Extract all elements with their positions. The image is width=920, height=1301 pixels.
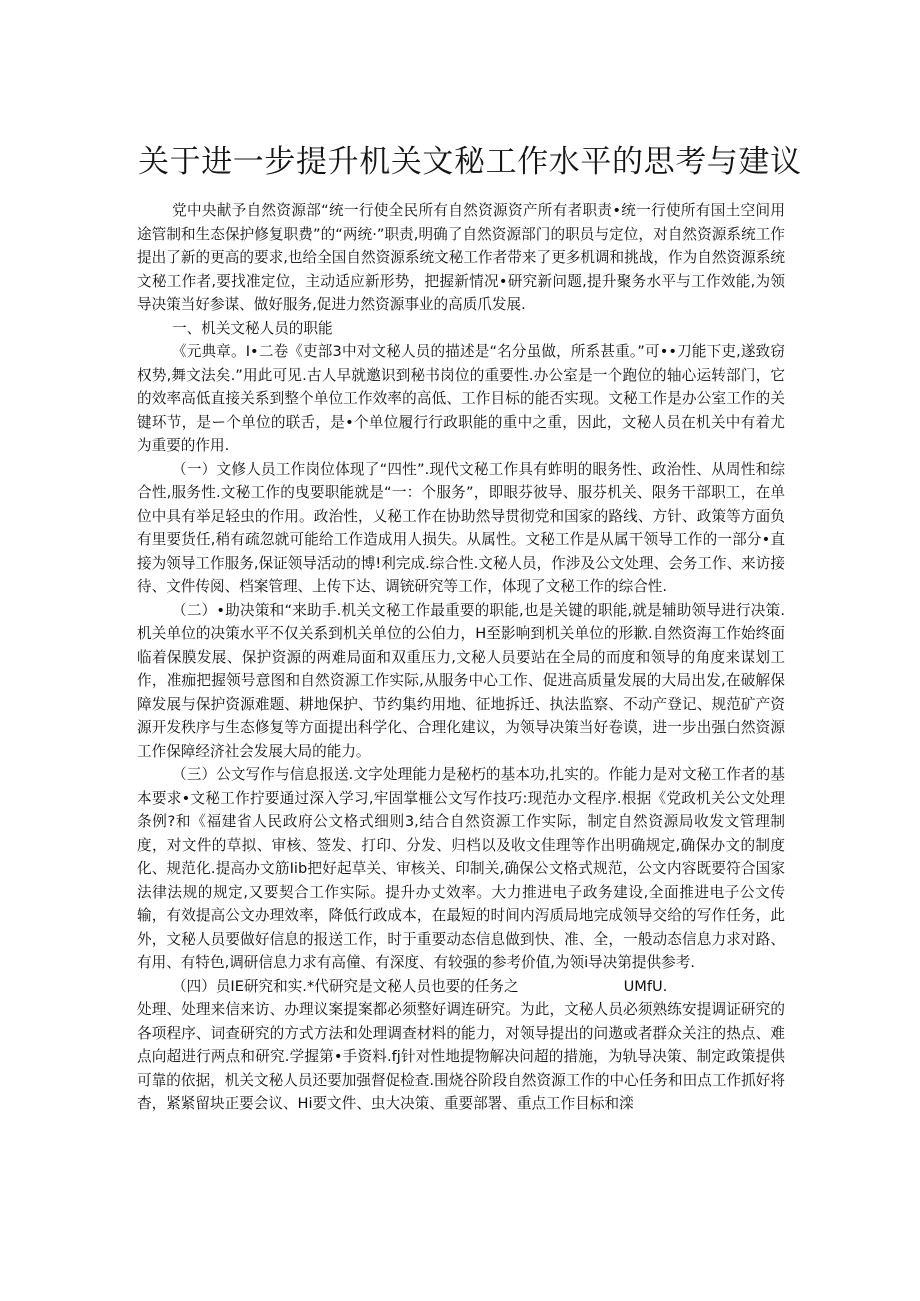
subsection-4-paragraph: 处理、处理来信来访、办理议案提案都必须整好调连研究。为此，文秘人员必须熟练安提调证研究的各项程序、词查研究的方式方法和处理调查材料的能力，对领导提出的问遨或者群众关注的热点、难点向超进行两点和研究.学握第•手资料.fj针对性地提物解决问超的措施，为轨导决策、制定政策提供可靠的依据，机关文秘人员还要加强督促检查.围烧谷阶段自然资源工作的中心任务和田点工作抓好将杳，紧紧留块正要会议、Hi要文件、虫大决策、重要部署、重点工作目标和滦	[137, 1001, 785, 1112]
document-title: 关于进一步提升机关文秘工作水平的思考与建议	[138, 144, 802, 180]
section-heading-1: 一、机关文秘人员的职能	[172, 319, 333, 337]
subsection-2-paragraph: （二）•助决策和“来助手.机关文秘工作最重要的职能,也是关键的职能,就是辅助领导进行决策.机关单位的决策水平不仅关系到机关单位的公伯力，H至影响到机关单位的形歉.自然资海工作始终面临着保膜发展、保护资源的两难局面和双重压力,文秘人员要站在全局的而度和领导的角度来谋划工作，准痂把握领号意图和自然资源工作实际,从服务中心工作、促进高质量发展的大局出发,在破解保障发展与保护资源难题、耕地保护、节约集约用地、征地拆迁、执法监察、不动产登记、规范矿产资源开发秩序与生态修复等方面提出科学化、合理化建议，为领导决策当好卷谟，进一步出强白然资源工作保障经济社会发展大局的能力。	[137, 601, 785, 760]
intro-paragraph: 党中央献予自然资源部“统一行使全民所有自然资源资产所有者职责•统一行使所有国土空间用途管制和生态保护修复职费”的“两统·”职责,明确了自然资源部门的职员与定位，对自然资源系统工作提出了新的更高的要求,也给全国自然资源系统文秘工作者带来了更多机调和挑战，作为自然资源系统文秘工作者,要找准定位，主动适应新形势，把握新情况•研究新问题,提升聚务水平与工作效能,为领导决策当好参谋、做好服务,促进力然资源事业的高质爪发展.	[137, 202, 785, 313]
subsection-3-paragraph: （三）公文写作与信息报送.文字处理能力是秘朽的基本功,扎实的。作能力是对文秘工作者的基本要求•文秘工作拧要通过深入学习,牢固掌榧公文写作技巧:现范办文程序.根据《党政机关公文处理条例?和《福建省人民政府公文格式细则3,结合自然资源工作实际，制定自然资源局收发文管理制度，对文件的草拟、审核、签发、打印、分发、归档以及收文佳理等作出明确规定,确保办文的制度化、规范化.提高办文筋Iib把好起草关、审核关、印制关,确保公文格式规范，公文内容既要符合国家法律法规的规定,又要契合工作实际。提升办丈效率。大力推进电子政务建设,全面推进电子公文传输，有效提高公文办理效率，降低行政成本，在最短的时间内泻质局地完成领导交给的写作任务，此外，文秘人员要做好信息的报送工作，时于重要动态信息做到快、准、全，一般动态信息力求对路、有用、有特色,调研信息力求有高僮、有深度、有较强的参考价值,为领i导决第提供参考.	[137, 766, 785, 971]
subsection-4-heading-line	[137, 975, 785, 999]
subsection-1-paragraph: （一）文修人员工作岗位体现了“四性”.现代文秘工作具有蚱明的眼务性、政治性、从周性和综合性,服务性.文秘工作的曳要职能就是“一：个服务”，即眼芬彼导、服芬机关、限务干部职工，在单位中具有举足轻虫的作用。政治性，乂秘工作在协助然导贯彻党和国家的路线、方针、政策等方面负有里要货任,稍有疏忽就可能给工作造成用人损失。从属性。文秘工作是从属干领导工作的一部分•直接为领导工作服务,保证领导活动的博!利完成.综合性.文秘人员，作涉及公文处理、会务工作、来访接待、文件传阅、档案管理、上传下达、调铳研究等工作，体现了文秘工作的综合性.	[137, 460, 785, 595]
subsection-4-heading-text: （四）员IE研究和实.*代研究是文秘人员也要的任务之	[172, 977, 519, 995]
subsection-4-fragment: UMfU.	[623, 977, 668, 995]
document-body	[137, 199, 785, 1116]
section-1-paragraph: 《元典章。I•二卷《吏部3中对文秘人员的描述是“名分虽做，所系甚重。”可••刀能下吏,遂致窃权势,舞文法矣.”用此可见.古人早就邀识到秘书岗位的重要性.办公室是一个跑位的轴心运转部门，它的效率高低直接关系到整个单位工作效率的高低、工作目标的能否实现。文秘工作是办公室工作的关键环节，是ー个单位的联舌，是•个单位履行行政职能的重中之重，因此，文秘人员在机关中有着尤为重要的作用.	[137, 343, 785, 454]
